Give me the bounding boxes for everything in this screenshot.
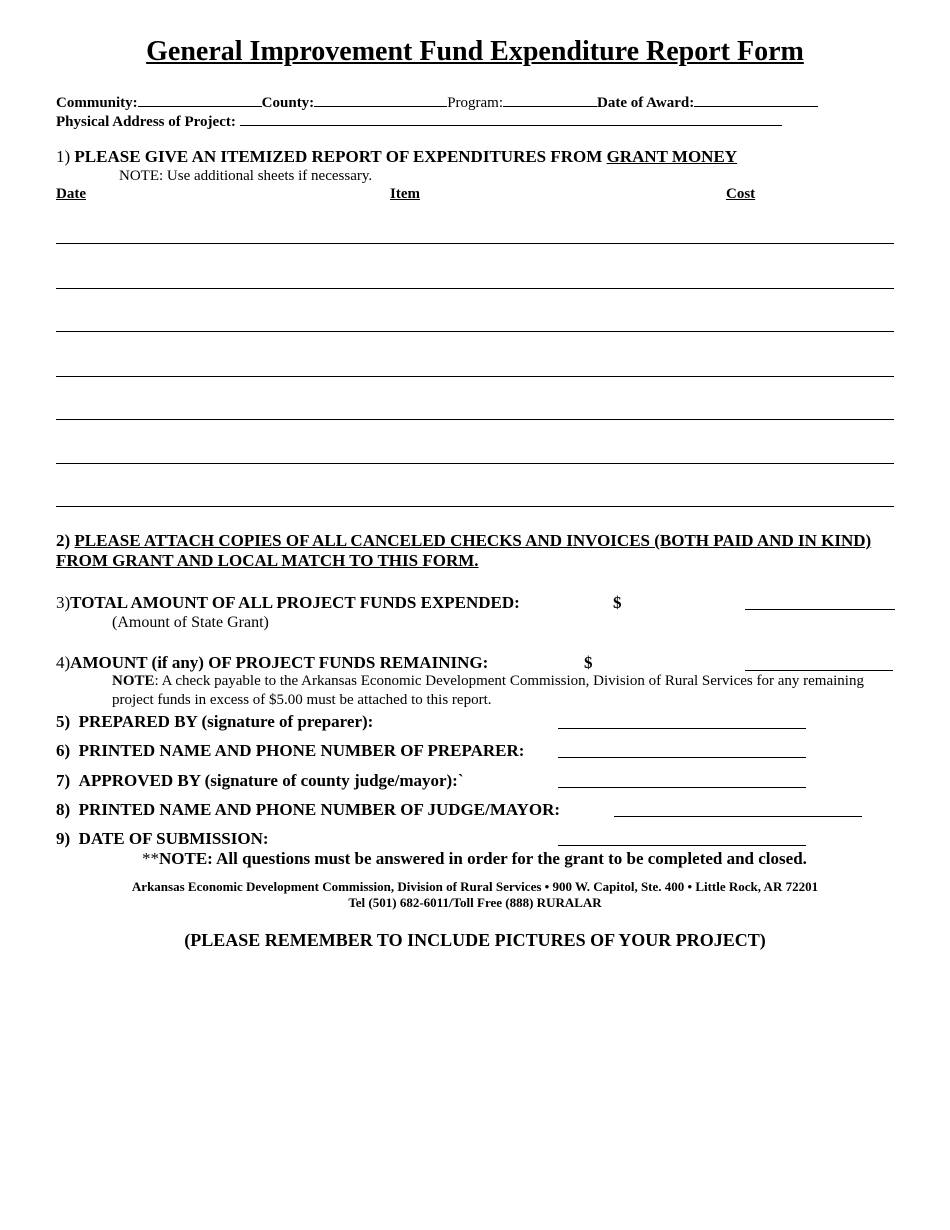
section2-line1 <box>56 531 871 551</box>
footer-address: Arkansas Economic Development Commission, Division of Rural Services • 900 W. Capitol, Ste. 400 • Little Rock, AR 72201 <box>131 879 819 894</box>
item-8 <box>56 800 560 820</box>
section2-number: 2) <box>56 531 71 550</box>
preparer-signature-field[interactable] <box>558 728 806 729</box>
section3-sub: (Amount of State Grant) <box>112 614 269 631</box>
community-label: Community: <box>56 95 138 111</box>
expense-row-line[interactable] <box>56 243 894 244</box>
section3-amount-field[interactable] <box>745 609 895 610</box>
footer-phone: Tel (501) 682-6011/Toll Free (888) RURALAR <box>348 895 602 910</box>
pictures-reminder: (PLEASE REMEMBER TO INCLUDE PICTURES OF YOUR PROJECT) <box>184 930 766 950</box>
address-row <box>56 111 782 131</box>
program-field[interactable] <box>503 92 597 107</box>
section4-currency: $ <box>584 653 593 672</box>
item-number: 8) <box>56 800 71 819</box>
community-field[interactable] <box>138 92 262 107</box>
item-number: 5) <box>56 712 71 731</box>
date-of-award-label: Date of Award: <box>597 95 695 111</box>
physical-address-field[interactable] <box>240 111 782 126</box>
section4-note-text: : A check payable to the Arkansas Economic Development Commission, Division of Rural Services for any remaining <box>154 673 864 689</box>
expense-row-line[interactable] <box>56 506 894 507</box>
section1-heading <box>56 147 737 167</box>
item-label: DATE OF SUBMISSION: <box>78 829 269 848</box>
preparer-name-phone-field[interactable] <box>558 757 806 758</box>
item-label: APPROVED BY (signature of county judge/mayor):` <box>78 771 464 790</box>
date-of-award-field[interactable] <box>694 92 818 107</box>
item-number: 7) <box>56 771 71 790</box>
expense-row-line[interactable] <box>56 463 894 464</box>
section1-heading-text: PLEASE GIVE AN ITEMIZED REPORT OF EXPENDITURES FROM <box>74 147 603 166</box>
item-6 <box>56 741 524 761</box>
approver-signature-field[interactable] <box>558 787 806 788</box>
section4-number: 4) <box>56 653 71 672</box>
item-label: PRINTED NAME AND PHONE NUMBER OF PREPARER: <box>78 741 525 760</box>
county-label: County: <box>261 95 315 111</box>
section2-line2: FROM GRANT AND LOCAL MATCH TO THIS FORM. <box>56 551 479 570</box>
item-label: PREPARED BY (signature of preparer): <box>78 712 374 731</box>
section3-currency: $ <box>613 593 622 612</box>
expense-row-line[interactable] <box>56 419 894 420</box>
column-item: Item <box>390 186 420 202</box>
section3-number: 3) <box>56 593 71 612</box>
form-title: General Improvement Fund Expenditure Report Form <box>146 36 804 67</box>
column-date: Date <box>56 186 86 202</box>
expense-row-line[interactable] <box>56 331 894 332</box>
final-note <box>142 849 807 869</box>
section4-note-line2: project funds in excess of $5.00 must be attached to this report. <box>112 692 492 708</box>
section4-note-line1 <box>112 673 864 690</box>
column-cost: Cost <box>726 186 756 202</box>
section1-note: NOTE: Use additional sheets if necessary. <box>119 168 373 184</box>
item-7 <box>56 771 464 791</box>
final-note-text: NOTE: All questions must be answered in order for the grant to be completed and closed. <box>159 849 807 868</box>
item-9 <box>56 829 269 849</box>
judge-name-phone-field[interactable] <box>614 816 862 817</box>
section1-heading-underlined: GRANT MONEY <box>606 147 738 166</box>
section3-heading <box>56 593 520 613</box>
item-number: 9) <box>56 829 71 848</box>
submission-date-field[interactable] <box>558 845 806 846</box>
section1-number: 1) <box>56 147 71 166</box>
expense-row-line[interactable] <box>56 288 894 289</box>
section4-amount-field[interactable] <box>745 670 893 671</box>
section4-note-label: NOTE <box>112 673 155 689</box>
section4-label: AMOUNT (if any) OF PROJECT FUNDS REMAINING: <box>70 653 489 672</box>
expense-row-line[interactable] <box>56 376 894 377</box>
section2-text-1: PLEASE ATTACH COPIES OF ALL CANCELED CHECKS AND INVOICES (BOTH PAID AND IN KIND) <box>74 531 872 550</box>
item-number: 6) <box>56 741 71 760</box>
header-row <box>56 92 818 112</box>
item-label: PRINTED NAME AND PHONE NUMBER OF JUDGE/MAYOR: <box>78 800 561 819</box>
item-5 <box>56 712 373 732</box>
physical-address-label: Physical Address of Project: <box>56 114 236 130</box>
county-field[interactable] <box>314 92 447 107</box>
section3-label: TOTAL AMOUNT OF ALL PROJECT FUNDS EXPENDED: <box>70 593 520 612</box>
program-label: Program: <box>447 95 504 111</box>
section4-heading <box>56 653 488 673</box>
final-note-prefix: ** <box>142 849 159 868</box>
